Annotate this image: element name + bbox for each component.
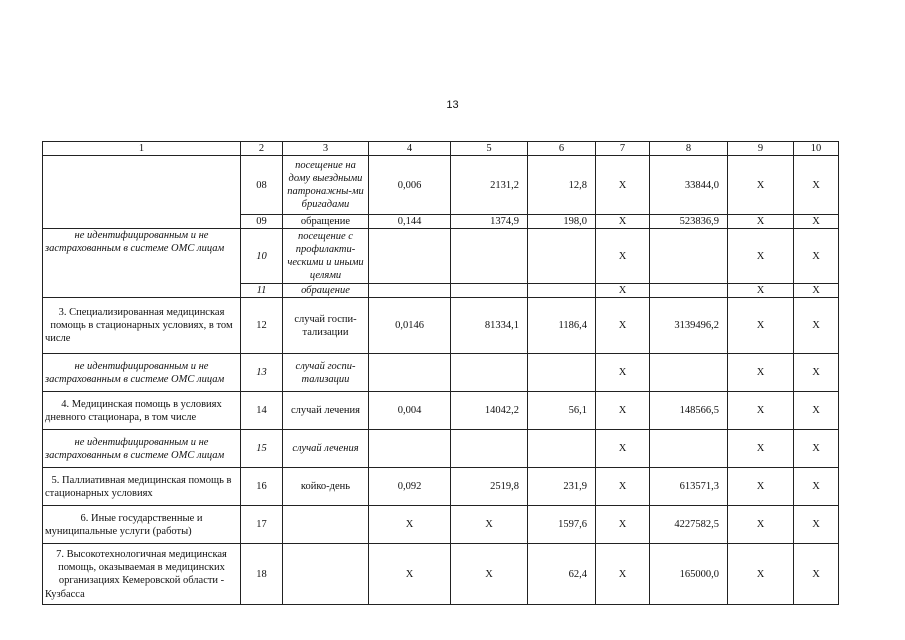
row-name: 7. Высокотехнологичная медицинская помощь, оказываемая в медицинских организациях Кемеровской области - Кузбасса (43, 544, 241, 605)
value-cell: 62,4 (528, 544, 596, 605)
unit-cell: случай лечения (283, 392, 369, 430)
value-cell (528, 354, 596, 392)
value-cell (528, 229, 596, 284)
value-cell: 198,0 (528, 215, 596, 229)
value-cell: Х (794, 468, 839, 506)
table-row (43, 392, 839, 430)
row-code: 09 (241, 215, 283, 229)
row-code: 13 (241, 354, 283, 392)
value-cell: 2519,8 (451, 468, 528, 506)
value-cell (369, 430, 451, 468)
value-cell: 148566,5 (650, 392, 728, 430)
value-cell: Х (794, 506, 839, 544)
value-cell: Х (728, 468, 794, 506)
value-cell: Х (728, 215, 794, 229)
table-row (43, 298, 839, 354)
unit-cell: случай лечения (283, 430, 369, 468)
value-cell (650, 229, 728, 284)
value-cell: 4227582,5 (650, 506, 728, 544)
row-code: 17 (241, 506, 283, 544)
header-cell: 8 (650, 142, 728, 156)
value-cell: 81334,1 (451, 298, 528, 354)
value-cell: Х (596, 544, 650, 605)
row-code: 11 (241, 284, 283, 298)
value-cell: Х (794, 215, 839, 229)
value-cell (451, 430, 528, 468)
value-cell: Х (794, 354, 839, 392)
row-name: не идентифицированным и не застрахованным в системе ОМС лицам (43, 354, 241, 392)
value-cell: 0,004 (369, 392, 451, 430)
table-row (43, 229, 839, 284)
table-row (43, 468, 839, 506)
unit-cell: обращение (283, 215, 369, 229)
header-cell: 4 (369, 142, 451, 156)
value-cell: 3139496,2 (650, 298, 728, 354)
value-cell: Х (596, 506, 650, 544)
row-name: не идентифицированным и не застрахованным в системе ОМС лицам (43, 229, 241, 298)
value-cell: Х (596, 354, 650, 392)
unit-cell: посещение с профилакти-ческими и иными целями (283, 229, 369, 284)
unit-cell: случай госпи-тализации (283, 298, 369, 354)
value-cell: 1374,9 (451, 215, 528, 229)
row-name: 3. Специализированная медицинская помощь в стационарных условиях, в том числе (43, 298, 241, 354)
value-cell: Х (728, 392, 794, 430)
value-cell: Х (596, 298, 650, 354)
value-cell: 613571,3 (650, 468, 728, 506)
value-cell: Х (596, 284, 650, 298)
value-cell: Х (728, 156, 794, 215)
row-name: 4. Медицинская помощь в условиях дневного стационара, в том числе (43, 392, 241, 430)
row-code: 08 (241, 156, 283, 215)
header-cell: 9 (728, 142, 794, 156)
value-cell (650, 430, 728, 468)
value-cell: Х (728, 544, 794, 605)
unit-cell (283, 544, 369, 605)
value-cell: 12,8 (528, 156, 596, 215)
row-code: 14 (241, 392, 283, 430)
header-cell: 2 (241, 142, 283, 156)
value-cell: Х (451, 506, 528, 544)
value-cell: Х (794, 430, 839, 468)
unit-cell: обращение (283, 284, 369, 298)
unit-cell (283, 506, 369, 544)
row-code: 12 (241, 298, 283, 354)
value-cell: 2131,2 (451, 156, 528, 215)
value-cell: 33844,0 (650, 156, 728, 215)
header-cell: 5 (451, 142, 528, 156)
value-cell: Х (451, 544, 528, 605)
value-cell: Х (794, 284, 839, 298)
table-row (43, 544, 839, 605)
header-cell: 6 (528, 142, 596, 156)
value-cell: Х (596, 215, 650, 229)
value-cell: Х (369, 544, 451, 605)
header-cell: 1 (43, 142, 241, 156)
value-cell (451, 229, 528, 284)
value-cell: Х (596, 156, 650, 215)
value-cell: Х (728, 229, 794, 284)
value-cell: Х (596, 468, 650, 506)
value-cell: Х (596, 430, 650, 468)
value-cell: 165000,0 (650, 544, 728, 605)
value-cell: 1597,6 (528, 506, 596, 544)
value-cell (451, 354, 528, 392)
value-cell: Х (728, 506, 794, 544)
value-cell: 14042,2 (451, 392, 528, 430)
value-cell: Х (728, 298, 794, 354)
header-cell: 7 (596, 142, 650, 156)
value-cell: Х (794, 298, 839, 354)
value-cell: Х (794, 392, 839, 430)
value-cell: 56,1 (528, 392, 596, 430)
row-name (43, 156, 241, 229)
value-cell: Х (596, 229, 650, 284)
row-code: 10 (241, 229, 283, 284)
row-name: не идентифицированным и не застрахованным в системе ОМС лицам (43, 430, 241, 468)
header-row (43, 142, 839, 156)
value-cell: Х (596, 392, 650, 430)
value-cell (369, 284, 451, 298)
value-cell: 0,144 (369, 215, 451, 229)
value-cell: Х (794, 156, 839, 215)
header-cell: 10 (794, 142, 839, 156)
unit-cell: посещение на дому выездными патронажны-ми бригадами (283, 156, 369, 215)
value-cell: Х (794, 544, 839, 605)
unit-cell: койко-день (283, 468, 369, 506)
value-cell (528, 284, 596, 298)
value-cell: 0,006 (369, 156, 451, 215)
value-cell: 1186,4 (528, 298, 596, 354)
value-cell (369, 354, 451, 392)
row-name: 5. Паллиативная медицинская помощь в стационарных условиях (43, 468, 241, 506)
value-cell: Х (728, 430, 794, 468)
unit-cell: случай госпи-тализации (283, 354, 369, 392)
value-cell: 523836,9 (650, 215, 728, 229)
row-code: 18 (241, 544, 283, 605)
value-cell: 231,9 (528, 468, 596, 506)
row-code: 16 (241, 468, 283, 506)
table-row (43, 430, 839, 468)
table-row (43, 354, 839, 392)
value-cell: Х (794, 229, 839, 284)
value-cell: 0,092 (369, 468, 451, 506)
row-name: 6. Иные государственные и муниципальные услуги (работы) (43, 506, 241, 544)
header-cell: 3 (283, 142, 369, 156)
table-row (43, 506, 839, 544)
row-code: 15 (241, 430, 283, 468)
value-cell (451, 284, 528, 298)
value-cell: 0,0146 (369, 298, 451, 354)
value-cell (369, 229, 451, 284)
value-cell: Х (369, 506, 451, 544)
value-cell: Х (728, 354, 794, 392)
value-cell (650, 354, 728, 392)
value-cell: Х (728, 284, 794, 298)
page-number: 13 (446, 99, 459, 111)
value-cell (528, 430, 596, 468)
value-cell (650, 284, 728, 298)
data-table (42, 141, 839, 605)
table-row (43, 156, 839, 215)
